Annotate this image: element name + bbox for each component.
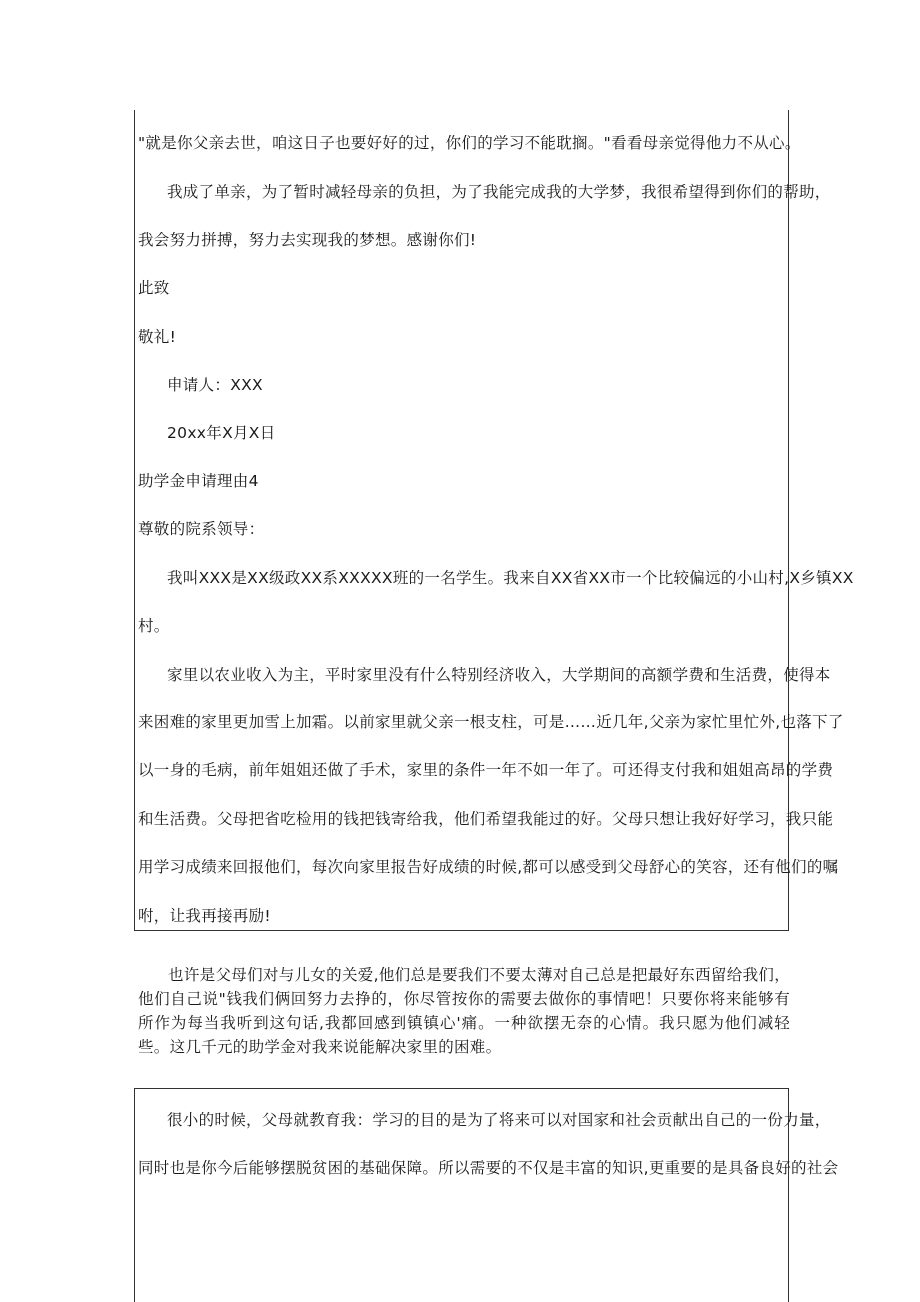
paragraph-line: 我叫XXX是XX级政XX系XXXXX班的一名学生。我来自XX省XX市一个比较偏远的小山村,X乡镇XX bbox=[167, 569, 854, 587]
paragraph-line: 以一身的毛病，前年姐姐还做了手术，家里的条件一年不如一年了。可还得支付我和姐姐高昂的学费 bbox=[138, 761, 834, 779]
paragraph-line: 来困难的家里更加雪上加霜。以前家里就父亲一根支柱，可是……近几年,父亲为家忙里忙外,也落下了 bbox=[138, 713, 844, 731]
applicant-line: 申请人：XXX bbox=[167, 376, 263, 394]
section-heading: 助学金申请理由4 bbox=[138, 472, 259, 490]
date-line: 20xx年X月X日 bbox=[167, 424, 276, 442]
paragraph-line: 家里以农业收入为主，平时家里没有什么特别经济收入，大学期间的高额学费和生活费，使得本 bbox=[167, 666, 831, 684]
paragraph-line: 我成了单亲，为了暂时减轻母亲的负担，为了我能完成我的大学梦，我很希望得到你们的帮助， bbox=[167, 183, 831, 201]
paragraph-line: 咐，让我再接再励! bbox=[138, 907, 271, 925]
paragraph-line: 我会努力拼搏，努力去实现我的梦想。感谢你们! bbox=[138, 231, 477, 249]
paragraph-line: 和生活费。父母把省吃检用的钱把钱寄给我，他们希望我能过的好。父母只想让我好好学习，我只能 bbox=[138, 810, 834, 828]
free-paragraph: 也许是父母们对与儿女的关爱,他们总是要我们不要太薄对自己总是把最好东西留给我们，他们自己说"钱我们俩回努力去挣的，你尽管按你的需要去做你的事情吧！只要你将来能够有所作为每当我听到这句话,我都回感到镇镇心'痛。一种欲摆无奈的心情。我只愿为他们减轻些。这几千元的助学金对我来说能解决家里的困难。 bbox=[138, 966, 790, 1056]
greeting-line: 尊敬的院系领导： bbox=[138, 520, 265, 538]
closing-line: 敬礼! bbox=[138, 328, 177, 346]
paragraph-line: 同时也是你今后能够摆脱贫困的基础保障。所以需要的不仅是丰富的知识,更重要的是具备良好的社会 bbox=[138, 1159, 839, 1177]
paragraph-line: 村。 bbox=[138, 617, 170, 635]
salutation-line: 此致 bbox=[138, 279, 170, 297]
paragraph-line: 用学习成绩来回报他们，每次向家里报告好成绩的时候,都可以感受到父母舒心的笑容，还有他们的嘱 bbox=[138, 858, 839, 876]
paragraph-line: 很小的时候，父母就教育我：学习的目的是为了将来可以对国家和社会贡献出自己的一份力量， bbox=[167, 1111, 831, 1129]
paragraph-line: "就是你父亲去世，咱这日子也要好好的过，你们的学习不能耽搁。"看看母亲觉得他力不从心。 bbox=[138, 134, 801, 152]
